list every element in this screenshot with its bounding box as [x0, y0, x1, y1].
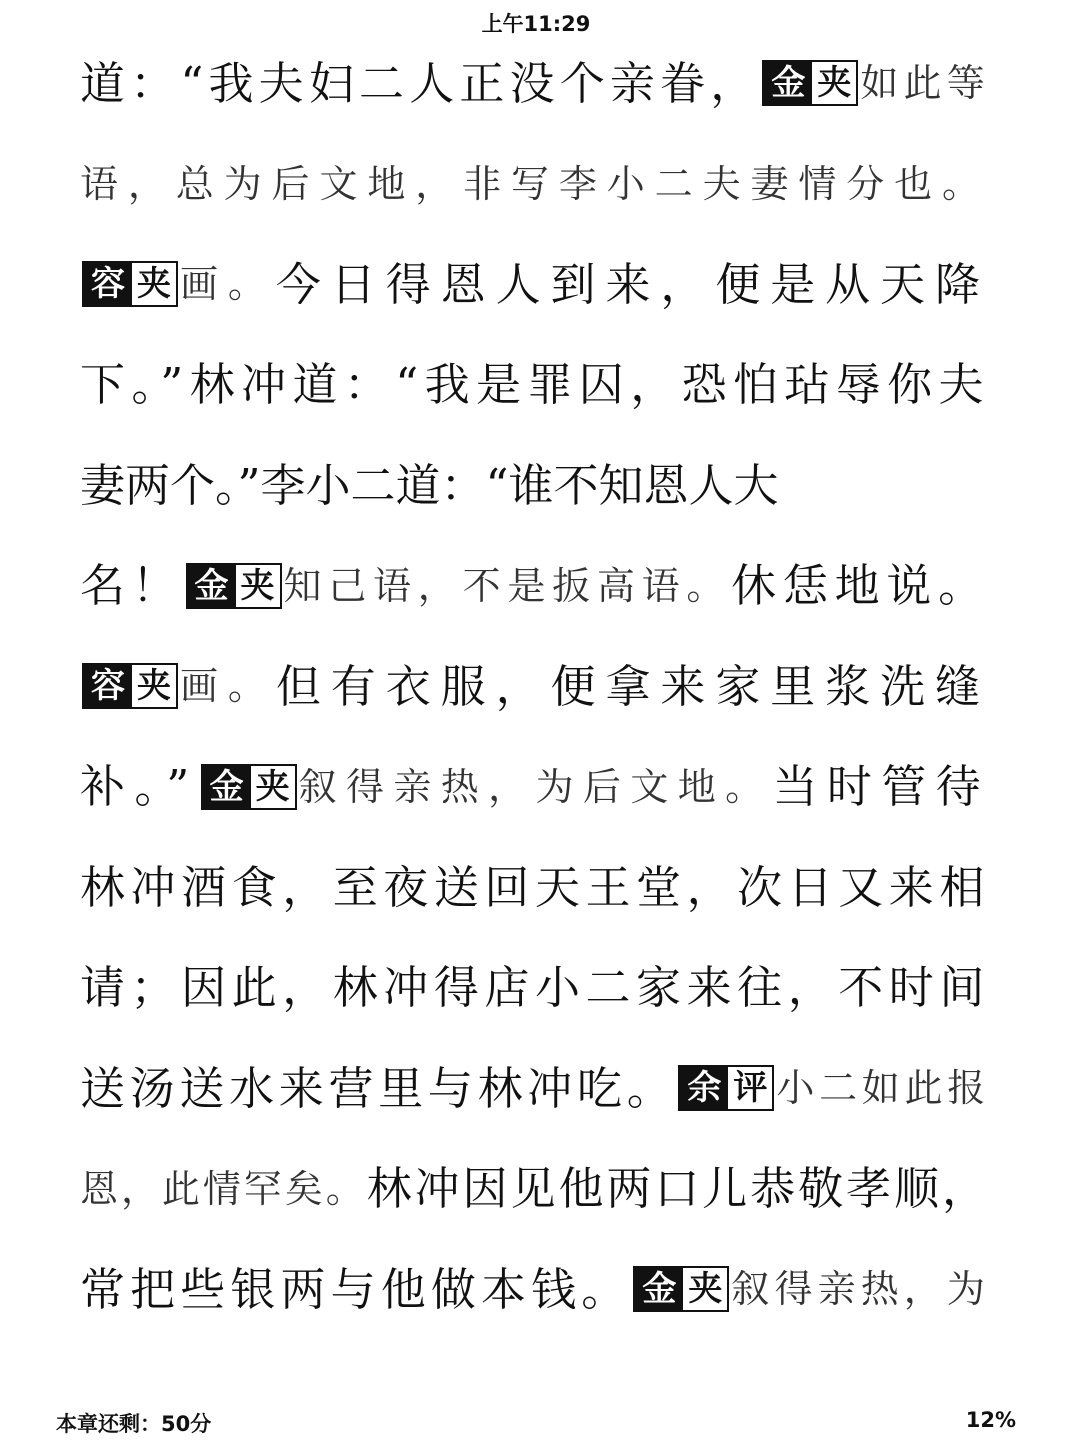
text-line [80, 134, 1000, 235]
text-line [80, 435, 1000, 536]
text-line [80, 837, 1000, 938]
commentary-text: 如此等 [860, 61, 990, 106]
main-text: 下。”林冲道：“我是罪囚，恐怕玷辱你夫 [80, 358, 990, 412]
main-text: 休恁地说。 [731, 559, 990, 613]
text-line-content [80, 257, 990, 311]
commentary-text: 画。 [180, 664, 276, 709]
text-line-content [80, 56, 990, 110]
reading-area[interactable] [80, 33, 1000, 1340]
reading-progress: 12% [965, 1408, 1016, 1432]
annotation-type-label: 夹 [251, 766, 295, 808]
annotation-badge[interactable] [201, 764, 297, 810]
text-line-content [80, 760, 990, 814]
text-line-content [80, 358, 990, 412]
annotation-badge[interactable] [82, 261, 178, 307]
annotation-source-label: 容 [84, 263, 132, 305]
main-text: 名！ [80, 559, 184, 613]
main-text: 妻两个。”李小二道：“谁不知恩人大 [80, 458, 779, 512]
text-line-content [80, 458, 779, 512]
commentary-text: 恩，此情罕矣。 [80, 1166, 367, 1211]
main-text: 林冲因见他两口儿恭敬孝顺， [366, 1162, 991, 1216]
commentary-text: 叙得亲热，为后文地。 [298, 764, 773, 809]
annotation-source-label: 余 [680, 1067, 728, 1109]
text-line-content [80, 161, 990, 206]
commentary-text: 小二如此报 [776, 1066, 990, 1111]
text-line [80, 1239, 1000, 1340]
text-line [80, 1139, 1000, 1240]
main-text: 常把些银两与他做本钱。 [80, 1262, 632, 1316]
text-line [80, 536, 1000, 637]
annotation-badge[interactable] [82, 663, 178, 709]
main-text: 请；因此，林冲得店小二家来往，不时间 [80, 961, 990, 1015]
chapter-remaining-time: 本章还剩：50分 [56, 1412, 212, 1436]
text-line-content [80, 559, 990, 613]
text-line [80, 938, 1000, 1039]
annotation-type-label: 评 [728, 1067, 772, 1109]
text-line-content [80, 659, 990, 713]
text-line [80, 636, 1000, 737]
main-text: 补。” [80, 760, 199, 814]
annotation-source-label: 容 [84, 665, 132, 707]
annotation-badge[interactable] [762, 60, 858, 106]
annotation-source-label: 金 [203, 766, 251, 808]
commentary-text: 画。 [180, 262, 276, 307]
text-line-content [80, 1162, 991, 1216]
text-line-content [80, 860, 990, 914]
annotation-type-label: 夹 [132, 665, 176, 707]
annotation-type-label: 夹 [812, 62, 856, 104]
annotation-source-label: 金 [635, 1268, 683, 1310]
footer-bar [0, 1400, 1072, 1440]
main-text: 当时管待 [772, 760, 990, 814]
annotation-source-label: 金 [188, 565, 236, 607]
commentary-text: 叙得亲热，为 [731, 1267, 991, 1312]
main-text: 道：“我夫妇二人正没个亲眷， [80, 56, 761, 110]
annotation-badge[interactable] [678, 1065, 774, 1111]
commentary-text: 语，总为后文地，非写李小二夫妻情分也。 [80, 161, 990, 206]
text-line-content [80, 961, 990, 1015]
annotation-type-label: 夹 [236, 565, 280, 607]
annotation-type-label: 夹 [683, 1268, 727, 1310]
commentary-text: 知己语，不是扳高语。 [283, 563, 732, 608]
text-line [80, 33, 1000, 134]
annotation-badge[interactable] [186, 563, 282, 609]
text-line [80, 1038, 1000, 1139]
annotation-type-label: 夹 [132, 263, 176, 305]
main-text: 送汤送水来营里与林冲吃。 [80, 1061, 677, 1115]
text-line-content [80, 1061, 990, 1115]
text-line [80, 234, 1000, 335]
annotation-source-label: 金 [764, 62, 812, 104]
text-line-content [80, 1262, 991, 1316]
status-clock: 上午11:29 [481, 12, 591, 36]
main-text: 今日得恩人到来，便是从天降 [275, 257, 990, 311]
text-line [80, 737, 1000, 838]
main-text: 林冲酒食，至夜送回天王堂，次日又来相 [80, 860, 990, 914]
text-line [80, 335, 1000, 436]
annotation-badge[interactable] [633, 1266, 729, 1312]
main-text: 但有衣服，便拿来家里浆洗缝 [275, 659, 990, 713]
